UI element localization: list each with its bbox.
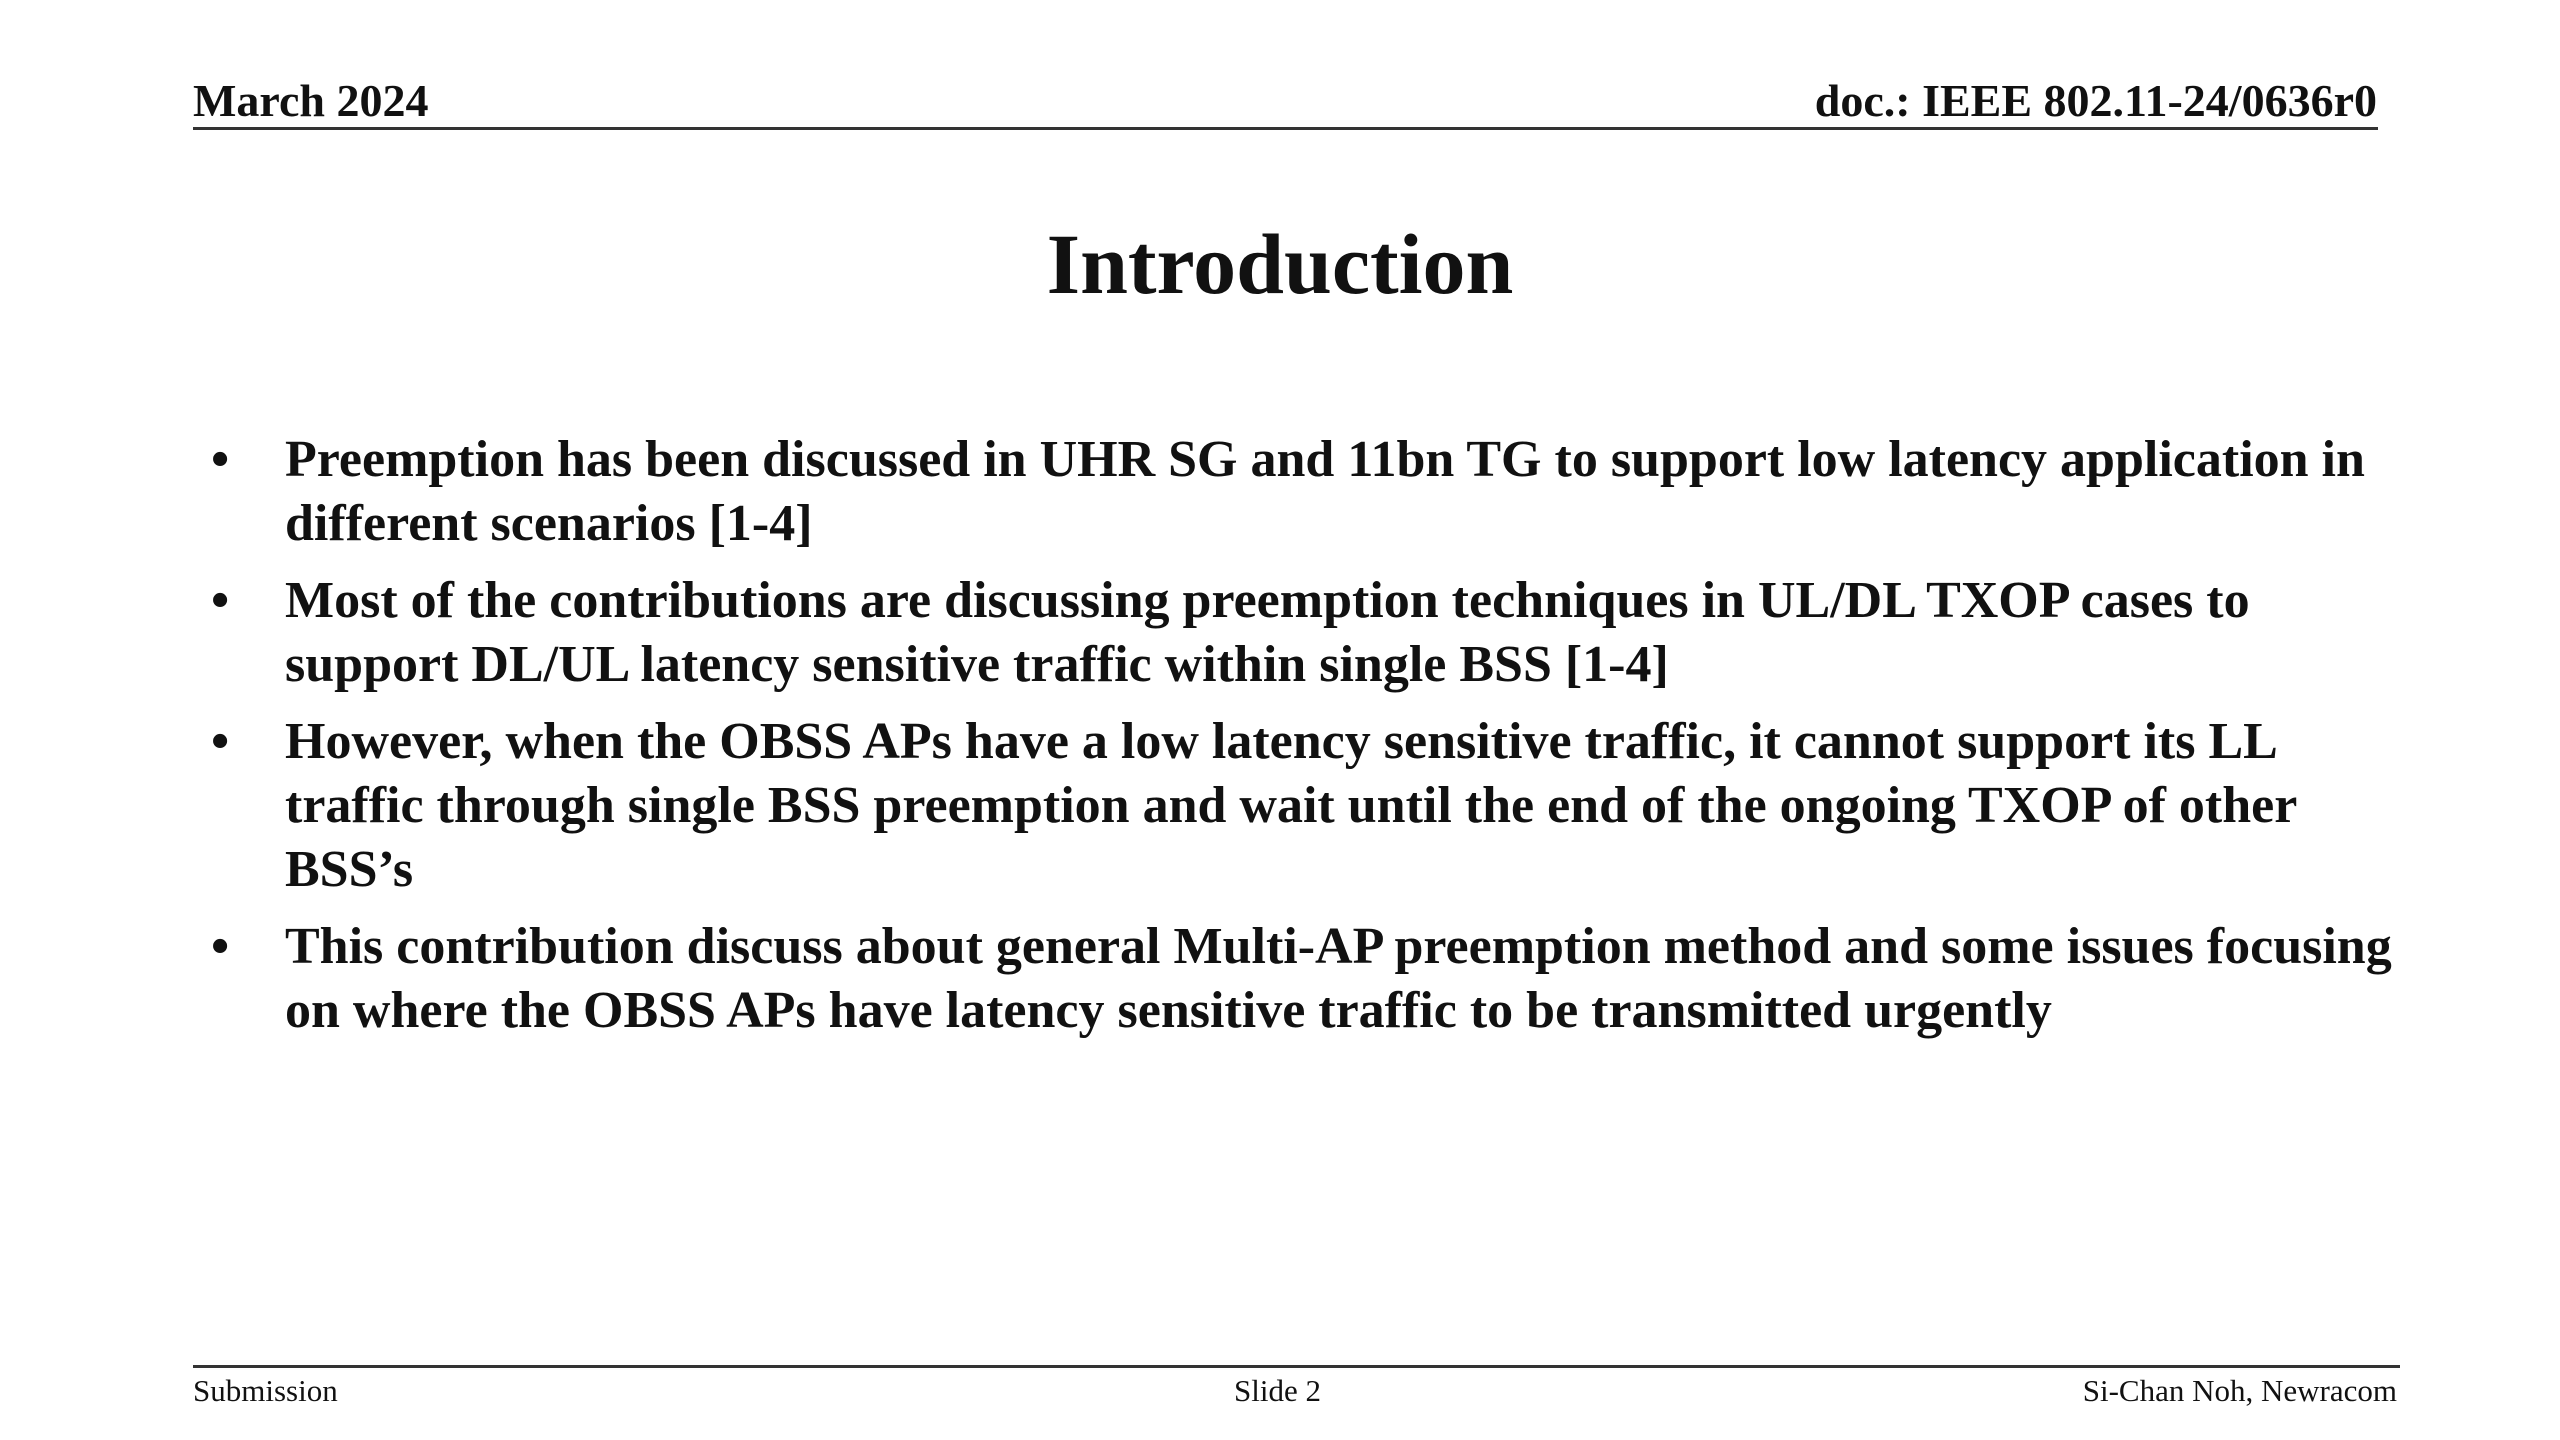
bullet-item <box>193 428 2393 556</box>
bullet-item <box>193 710 2393 902</box>
bullet-list <box>193 428 2393 1056</box>
footer-author: Si-Chan Noh, Newracom <box>2082 1373 2397 1408</box>
bullet-marker: • <box>211 713 230 770</box>
footer-submission: Submission <box>193 1373 338 1408</box>
bullet-marker: • <box>211 918 230 975</box>
bullet-text: Most of the contributions are discussing preemption techniques in UL/DL TXOP cases to support DL/UL latency sensitive traffic within single BSS [1-4] <box>285 572 2250 693</box>
footer-divider <box>193 1365 2400 1368</box>
slide-title: Introduction <box>1046 216 1514 312</box>
header-date: March 2024 <box>193 75 429 126</box>
bullet-marker: • <box>211 572 230 629</box>
bullet-text: Preemption has been discussed in UHR SG and 11bn TG to support low latency application in different scenarios [1-4] <box>285 431 2365 552</box>
bullet-item <box>193 569 2393 697</box>
bullet-text: This contribution discuss about general Multi-AP preemption method and some issues focusing on where the OBSS APs have latency sensitive traffic to be transmitted urgently <box>285 918 2392 1039</box>
bullet-item <box>193 915 2393 1043</box>
bullet-marker: • <box>211 431 230 488</box>
header-doc-id: doc.: IEEE 802.11-24/0636r0 <box>1814 75 2377 126</box>
header-divider <box>193 127 2378 130</box>
bullet-text: However, when the OBSS APs have a low latency sensitive traffic, it cannot support its LL traffic through single BSS preemption and wait until the end of the ongoing TXOP of other BSS’s <box>285 713 2297 898</box>
footer-slide-number: Slide 2 <box>1234 1373 1321 1408</box>
